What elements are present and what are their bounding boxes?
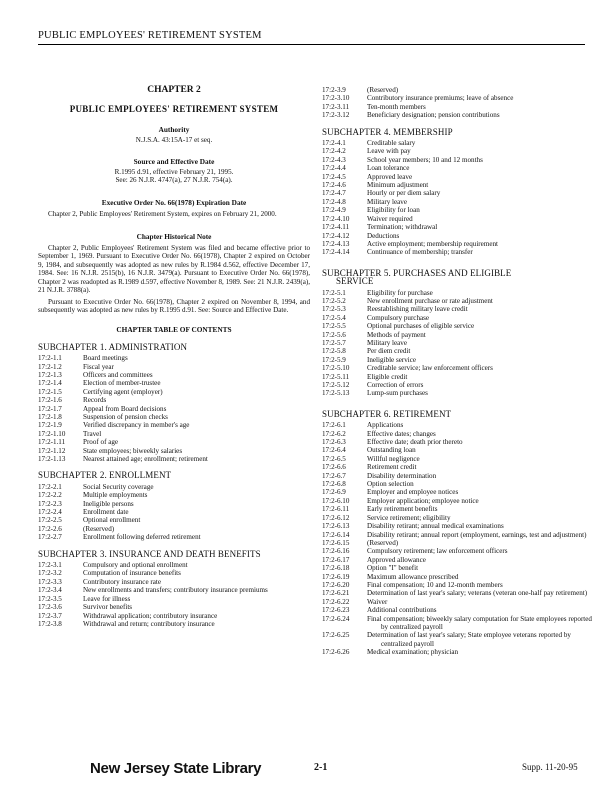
toc-entry (38, 430, 310, 438)
section-number: 17:2-6.11 (322, 505, 350, 514)
subchapter-3-list (38, 561, 310, 628)
section-title: Military leave (367, 338, 407, 347)
section-number: 17:2-1.7 (38, 404, 62, 413)
section-number: 17:2-5.1 (322, 288, 346, 297)
executive-order-heading: Executive Order No. 66(1978) Expiration Date (101, 197, 247, 207)
section-number: 17:2-1.13 (38, 455, 66, 463)
subchapter-5-list (322, 289, 592, 398)
toc-entry (38, 438, 310, 446)
subchapter-5-title-line-1: SUBCHAPTER 5. PURCHASES AND ELIGIBLE (322, 267, 512, 278)
section-title: Approved allowance (367, 555, 426, 564)
chapter-title: PUBLIC EMPLOYEES' RETIREMENT SYSTEM (69, 104, 279, 115)
section-title: Creditable salary (367, 139, 416, 148)
toc-entry (322, 606, 592, 614)
toc-entry (322, 373, 592, 381)
section-number: 17:2-1.5 (38, 387, 62, 396)
supplement-date: Supp. 11-20-95 (522, 762, 578, 772)
section-number: 17:2-4.8 (322, 197, 346, 206)
section-title: Survivor benefits (83, 603, 133, 612)
section-number: 17:2-6.14 (322, 530, 350, 539)
section-title: Loan tolerance (367, 164, 410, 173)
section-title: Eligibility for purchase (367, 288, 433, 297)
subchapter-1-list (38, 354, 310, 463)
section-title: School year members; 10 and 12 months (367, 155, 483, 164)
toc-entry (322, 147, 592, 155)
section-title: Option selection (367, 480, 414, 489)
toc-entry (322, 189, 592, 197)
section-title: Willful negligence (367, 454, 420, 463)
toc-entry (322, 86, 592, 94)
section-number: 17:2-5.10 (322, 364, 350, 373)
toc-entry (38, 620, 310, 628)
toc-entry (322, 455, 592, 463)
section-number: 17:2-2.4 (38, 508, 62, 517)
section-title: Withdrawal application; contributory insurance (83, 611, 218, 620)
section-title: Disability retirant; annual report (employment, earnings, test and adjustment) (367, 530, 587, 539)
section-title: Contributory insurance premiums; leave of absence (367, 94, 514, 103)
authority-heading: Authority (158, 124, 190, 134)
section-title: Travel (83, 429, 102, 438)
section-title: Disability retirant; annual medical examinations (367, 522, 504, 531)
source-line-1: R.1995 d.91, effective February 21, 1995. (114, 168, 234, 177)
toc-entry (322, 364, 592, 372)
toc-entry (38, 578, 310, 586)
section-title: Determination of last year's salary; veterans (veteran one-half pay retirement) (367, 589, 588, 598)
section-title: Option "I" benefit (367, 564, 419, 573)
section-title: Withdrawal and return; contributory insurance (83, 619, 215, 628)
section-number: 17:2-6.17 (322, 555, 350, 564)
toc-heading: CHAPTER TABLE OF CONTENTS (116, 325, 232, 335)
section-title: Ten-month members (367, 102, 426, 111)
section-number: 17:2-4.5 (322, 172, 346, 181)
section-number: 17:2-4.1 (322, 139, 346, 148)
toc-entry (322, 556, 592, 564)
toc-entry (38, 413, 310, 421)
section-number: 17:2-3.12 (322, 111, 350, 120)
section-number: 17:2-3.3 (38, 577, 62, 586)
toc-entry (322, 331, 592, 339)
section-title: Termination; withdrawal (367, 223, 438, 232)
section-number: 17:2-6.4 (322, 446, 346, 455)
section-number: 17:2-1.4 (38, 379, 62, 388)
section-number: 17:2-1.3 (38, 370, 62, 379)
section-title: Election of member-trustee (83, 379, 161, 388)
section-number: 17:2-3.6 (38, 603, 62, 612)
toc-entry (322, 463, 592, 471)
section-number: 17:2-1.11 (38, 438, 66, 447)
section-title: Outstanding loan (367, 446, 416, 455)
toc-entry (322, 289, 592, 297)
historical-note-heading: Chapter Historical Note (136, 231, 212, 241)
toc-entry (38, 569, 310, 577)
toc-entry (322, 381, 592, 389)
section-number: 17:2-3.8 (38, 619, 62, 628)
chapter-number: CHAPTER 2 (147, 85, 201, 95)
toc-entry (38, 421, 310, 429)
toc-entry (322, 573, 592, 581)
subchapter-2-title: SUBCHAPTER 2. ENROLLMENT (38, 470, 172, 481)
section-title: Employer application; employee notice (367, 496, 479, 505)
executive-order-text: Chapter 2, Public Employees' Retirement System, expires on February 21, 2000. (48, 210, 277, 219)
toc-entry (38, 612, 310, 620)
section-number: 17:2-2.3 (38, 499, 62, 508)
section-number: 17:2-5.12 (322, 381, 350, 389)
subchapter-6-list (322, 421, 592, 656)
toc-entry (322, 531, 592, 539)
subchapter-4-list (322, 139, 592, 257)
section-title: Board meetings (83, 354, 128, 363)
right-column (322, 86, 592, 657)
section-title: Reestablishing military leave credit (367, 305, 468, 314)
section-title: Eligible credit (367, 372, 408, 381)
section-number: 17:2-6.8 (322, 480, 346, 489)
section-title: Optional purchases of eligible service (367, 322, 475, 331)
toc-entry (322, 103, 592, 111)
toc-entry (322, 173, 592, 181)
toc-entry (38, 405, 310, 413)
section-title: Beneficiary designation; pension contributions (367, 111, 500, 120)
section-number: 17:2-6.21 (322, 589, 350, 598)
library-stamp: New Jersey State Library (90, 760, 262, 777)
toc-entry (322, 581, 592, 589)
section-title: Continuance of membership; transfer (367, 248, 473, 257)
section-title: Retirement credit (367, 463, 417, 472)
section-title: Creditable service; law enforcement officers (367, 364, 493, 373)
section-title: Medical examination; physician (367, 648, 459, 657)
section-number: 17:2-5.5 (322, 322, 346, 331)
section-title: Service retirement; eligibility (367, 513, 451, 522)
toc-entry (38, 379, 310, 387)
section-number: 17:2-4.7 (322, 189, 346, 198)
section-title: Certifying agent (employer) (83, 387, 163, 396)
toc-entry (38, 500, 310, 508)
toc-entry (322, 215, 592, 223)
toc-entry (322, 430, 592, 438)
section-title: Social Security coverage (83, 482, 154, 491)
toc-entry (322, 240, 592, 248)
toc-entry (322, 322, 592, 330)
section-title: Enrollment following deferred retirement (83, 533, 201, 542)
header-rule (38, 44, 585, 45)
section-title: (Reserved) (367, 538, 399, 547)
section-number: 17:2-2.2 (38, 491, 62, 500)
section-number: 17:2-6.15 (322, 538, 350, 547)
subchapter-3-continued-list (322, 86, 592, 120)
section-number: 17:2-1.10 (38, 429, 66, 438)
section-title: Applications (367, 421, 404, 430)
section-title: State employees; biweekly salaries (83, 446, 183, 455)
section-number: 17:2-6.13 (322, 522, 350, 531)
section-title: Final compensation; 10 and 12-month members (367, 580, 503, 589)
toc-entry (322, 297, 592, 305)
section-title: Effective dates; changes (367, 429, 436, 438)
section-title: Records (83, 396, 107, 405)
toc-entry (322, 248, 592, 256)
section-number: 17:2-4.12 (322, 231, 350, 240)
toc-entry (322, 522, 592, 530)
toc-entry (322, 389, 592, 397)
toc-entry (322, 94, 592, 102)
toc-entry (322, 111, 592, 119)
section-number: 17:2-6.26 (322, 648, 350, 657)
section-title: Military leave (367, 197, 407, 206)
toc-entry (38, 396, 310, 404)
section-number: 17:2-6.19 (322, 572, 350, 581)
section-title: Officers and committees (83, 370, 153, 379)
section-title: Early retirement benefits (367, 505, 438, 514)
section-title: Proof of age (83, 438, 119, 447)
section-number: 17:2-6.3 (322, 438, 346, 447)
section-number: 17:2-1.1 (38, 354, 62, 363)
section-title: Contributory insurance rate (83, 577, 162, 586)
source-heading: Source and Effective Date (133, 156, 215, 166)
toc-entry (322, 347, 592, 355)
toc-entry (322, 514, 592, 522)
toc-entry (38, 516, 310, 524)
section-title: Final compensation; biweekly salary computation for State employees reported by centralized payroll (367, 614, 592, 631)
section-number: 17:2-4.10 (322, 214, 350, 223)
section-title: Leave with pay (367, 147, 411, 156)
section-number: 17:2-3.10 (322, 94, 350, 103)
section-title: Suspension of pension checks (83, 412, 168, 421)
section-number: 17:2-4.4 (322, 164, 346, 173)
section-title: Enrollment date (83, 508, 129, 517)
section-number: 17:2-3.5 (38, 594, 62, 603)
section-number: 17:2-5.3 (322, 305, 346, 314)
toc-entry (322, 305, 592, 313)
section-number: 17:2-6.2 (322, 429, 346, 438)
section-number: 17:2-4.3 (322, 155, 346, 164)
section-title: (Reserved) (83, 524, 115, 533)
toc-entry (322, 223, 592, 231)
toc-entry (322, 139, 592, 147)
section-number: 17:2-5.7 (322, 338, 346, 347)
section-title: Disability determination (367, 471, 437, 480)
authority-text: N.J.S.A. 43:15A-17 et seq. (135, 136, 213, 145)
toc-entry (322, 480, 592, 488)
section-number: 17:2-5.9 (322, 355, 346, 364)
section-number: 17:2-3.2 (38, 569, 62, 578)
section-number: 17:2-6.6 (322, 463, 346, 472)
left-column (38, 82, 310, 628)
section-number: 17:2-6.9 (322, 488, 346, 497)
section-number: 17:2-2.1 (38, 482, 62, 491)
section-title: Compulsory purchase (367, 313, 430, 322)
toc-entry (322, 488, 592, 496)
section-number: 17:2-4.2 (322, 147, 346, 156)
section-title: Active employment; membership requirement (367, 239, 498, 248)
section-number: 17:2-1.6 (38, 396, 62, 405)
section-number: 17:2-5.6 (322, 330, 346, 339)
toc-entry (38, 455, 310, 463)
section-title: Effective date; death prior thereto (367, 438, 463, 447)
section-title: Determination of last year's salary; State employee veterans reported by centralized payroll (367, 631, 571, 648)
toc-entry (38, 595, 310, 603)
toc-entry (38, 586, 310, 594)
subchapter-2-list (38, 483, 310, 542)
toc-entry (322, 589, 592, 597)
section-title: Nearest attained age; enrollment; retirement (83, 455, 208, 463)
section-number: 17:2-1.2 (38, 362, 62, 371)
section-title: Multiple employments (83, 491, 148, 500)
section-number: 17:2-6.25 (322, 631, 350, 640)
section-title: New enrollments and transfers; contributory insurance premiums (83, 586, 268, 595)
toc-entry (322, 339, 592, 347)
toc-entry (322, 164, 592, 172)
toc-entry (322, 438, 592, 446)
section-title: Leave for illness (83, 594, 131, 603)
toc-entry (38, 483, 310, 491)
toc-entry (322, 181, 592, 189)
toc-entry (322, 206, 592, 214)
section-title: Waiver required (367, 214, 413, 223)
section-number: 17:2-4.11 (322, 223, 350, 232)
toc-entry (322, 421, 592, 429)
section-title: Waiver (367, 597, 388, 606)
section-number: 17:2-5.8 (322, 347, 346, 356)
section-title: Computation of insurance benefits (83, 569, 181, 578)
section-number: 17:2-3.11 (322, 102, 350, 111)
section-number: 17:2-6.18 (322, 564, 350, 573)
section-number: 17:2-6.20 (322, 580, 350, 589)
toc-entry (38, 508, 310, 516)
section-title: Additional contributions (367, 606, 437, 615)
subchapter-3-title: SUBCHAPTER 3. INSURANCE AND DEATH BENEFITS (38, 548, 261, 559)
section-number: 17:2-4.9 (322, 206, 346, 215)
toc-entry (322, 497, 592, 505)
section-title: Fiscal year (83, 362, 114, 371)
toc-entry (322, 232, 592, 240)
section-number: 17:2-1.9 (38, 421, 62, 430)
toc-entry (322, 564, 592, 572)
section-number: 17:2-4.13 (322, 239, 350, 248)
toc-entry (322, 314, 592, 322)
section-number: 17:2-4.6 (322, 181, 346, 190)
toc-entry (322, 472, 592, 480)
toc-entry (322, 505, 592, 513)
section-number: 17:2-3.9 (322, 86, 346, 94)
toc-entry (322, 156, 592, 164)
toc-entry (38, 525, 310, 533)
section-title: New enrollment purchase or rate adjustment (367, 296, 493, 305)
subchapter-4-title: SUBCHAPTER 4. MEMBERSHIP (322, 126, 453, 137)
section-title: Deductions (367, 231, 400, 240)
section-number: 17:2-2.7 (38, 533, 62, 542)
section-title: Optional enrollment (83, 516, 141, 525)
section-number: 17:2-1.12 (38, 446, 66, 455)
section-title: Lump-sum purchases (367, 389, 428, 398)
section-number: 17:2-6.23 (322, 606, 350, 615)
section-number: 17:2-4.14 (322, 248, 350, 257)
section-number: 17:2-2.6 (38, 524, 62, 533)
section-title: Approved leave (367, 172, 413, 181)
toc-entry (38, 447, 310, 455)
section-number: 17:2-5.13 (322, 389, 350, 398)
section-number: 17:2-6.10 (322, 496, 350, 505)
section-title: Per diem credit (367, 347, 411, 356)
section-number: 17:2-1.8 (38, 412, 62, 421)
section-title: Maximum allowance prescribed (367, 572, 459, 581)
section-number: 17:2-3.1 (38, 561, 62, 570)
running-header: PUBLIC EMPLOYEES' RETIREMENT SYSTEM (38, 30, 262, 41)
section-number: 17:2-3.7 (38, 611, 62, 620)
section-number: 17:2-6.22 (322, 597, 350, 606)
toc-entry (322, 198, 592, 206)
section-title: Eligibility for loan (367, 206, 420, 215)
section-number: 17:2-5.11 (322, 372, 350, 381)
section-title: Employer and employee notices (367, 488, 459, 497)
toc-entry (322, 648, 592, 656)
section-title: Verified discrepancy in member's age (83, 421, 190, 430)
section-title: Appeal from Board decisions (83, 404, 167, 413)
toc-entry (322, 615, 592, 632)
toc-entry (38, 363, 310, 371)
section-title: Ineligible service (367, 355, 417, 364)
toc-entry (38, 354, 310, 362)
section-number: 17:2-6.16 (322, 547, 350, 556)
subchapter-6-title: SUBCHAPTER 6. RETIREMENT (322, 408, 452, 419)
section-number: 17:2-6.7 (322, 471, 346, 480)
source-line-2: See: 26 N.J.R. 4747(a), 27 N.J.R. 754(a). (115, 176, 233, 185)
toc-entry (38, 603, 310, 611)
subchapter-5-title-line-2: SERVICE (336, 276, 374, 287)
section-number: 17:2-3.4 (38, 586, 62, 595)
section-title: Methods of payment (367, 330, 426, 339)
toc-entry (322, 356, 592, 364)
section-number: 17:2-2.5 (38, 516, 62, 525)
toc-entry (38, 533, 310, 541)
section-title: Ineligible persons (83, 499, 134, 508)
toc-entry (322, 446, 592, 454)
historical-note-paragraph-1: Chapter 2, Public Employees' Retirement System was filed and became effective prior to September 1, 1969. Pursuant to Executive Order No. 66(1978), Chapter 2 expired on October 9, 1984, and subsequently was adopted as new rules by R.1984 d.562, effective December 17, 1984. See: 16 N.J.R. 2515(b), 16 N.J.R. 3479(a). Pursuant to Executive Order No. 66(1978), Chapter 2 was readopted as R.1989 d.597, effective November 8, 1989. See: 21 N.J.R. 2439(a), 21 N.J.R. 3788(a). (38, 244, 310, 295)
section-title: Minimum adjustment (367, 181, 429, 190)
toc-entry (322, 539, 592, 547)
toc-entry (38, 388, 310, 396)
section-title: Compulsory and optional enrollment (83, 561, 188, 570)
section-title: (Reserved) (367, 86, 399, 94)
toc-entry (38, 371, 310, 379)
section-title: Compulsory retirement; law enforcement officers (367, 547, 508, 556)
section-number: 17:2-6.1 (322, 421, 346, 430)
section-number: 17:2-5.2 (322, 296, 346, 305)
page-number: 2-1 (314, 762, 328, 773)
toc-entry (322, 631, 592, 648)
toc-entry (38, 491, 310, 499)
toc-entry (322, 598, 592, 606)
section-title: Correction of errors (367, 381, 424, 389)
subchapter-1-title: SUBCHAPTER 1. ADMINISTRATION (38, 341, 188, 352)
section-title: Hourly or per diem salary (367, 189, 441, 198)
historical-note-paragraph-2: Pursuant to Executive Order No. 66(1978), Chapter 2 expired on November 8, 1994, and subsequently was adopted as new rules by R.1995 d.91. See: Source and Effective Date. (38, 297, 310, 314)
section-number: 17:2-5.4 (322, 313, 346, 322)
section-number: 17:2-6.24 (322, 614, 350, 623)
toc-entry (322, 547, 592, 555)
toc-entry (38, 561, 310, 569)
section-number: 17:2-6.5 (322, 454, 346, 463)
section-number: 17:2-6.12 (322, 513, 350, 522)
